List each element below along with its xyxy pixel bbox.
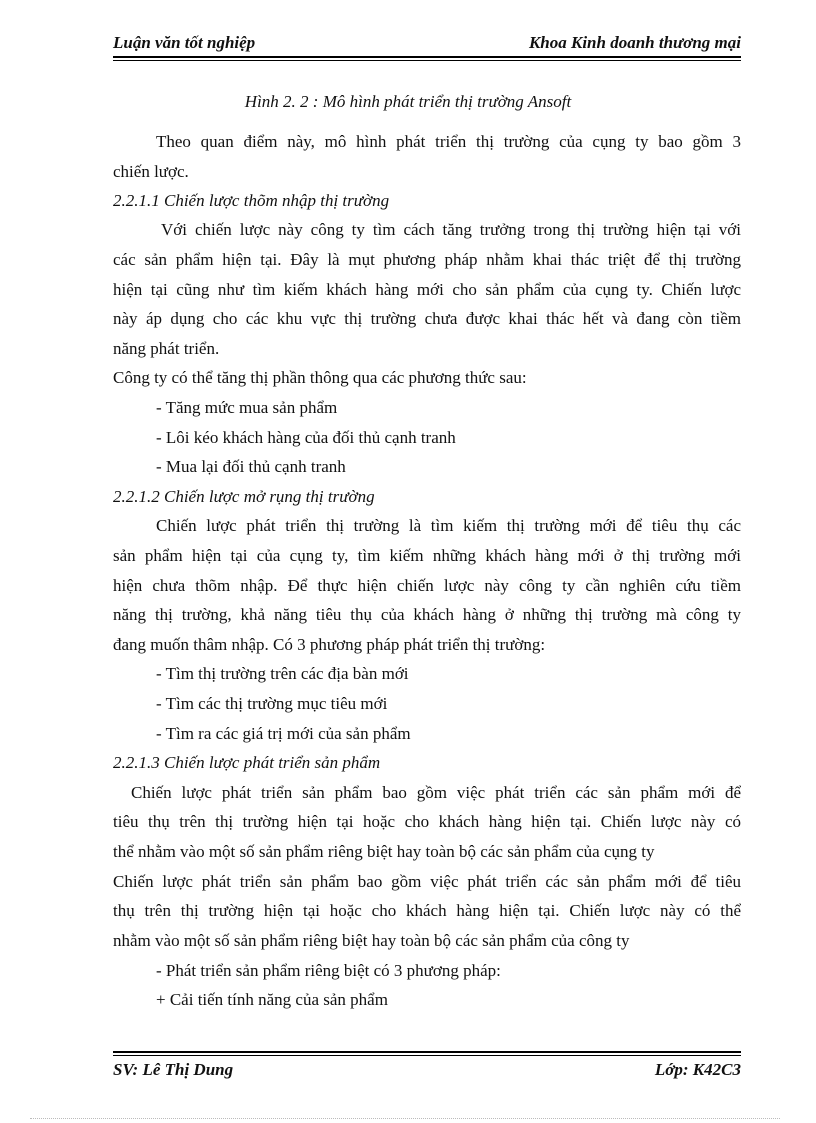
paragraph-line: Công ty có thể tăng thị phần thông qua các phương thức sau: xyxy=(113,368,527,387)
list-item: + Cải tiến tính năng của sản phẩm xyxy=(156,990,388,1009)
list-item: - Phát triển sản phẩm riêng biệt có 3 phương pháp: xyxy=(156,961,501,980)
paragraph-line: thụ trên thị trường hiện tại hoặc cho khách hàng hiện tại. Chiến lược này có thể xyxy=(113,901,741,920)
header-rule-thin xyxy=(113,60,741,61)
section-heading-2-2-1-2: 2.2.1.2 Chiến lược mở rụng thị trường xyxy=(113,487,375,506)
paragraph-line: này áp dụng cho các khu vực thị trường chưa được khai thác hết và đang còn tiềm xyxy=(113,309,741,328)
paragraph-line: Chiến lược phát triển sản phẩm bao gồm việc phát triển các sản phẩm mới để tiêu xyxy=(113,872,741,891)
section-heading-2-2-1-1: 2.2.1.1 Chiến lược thõm nhập thị trường xyxy=(113,191,390,210)
paragraph-line: tiêu thụ trên thị trường hiện tại hoặc cho khách hàng hiện tại. Chiến lược này có xyxy=(113,812,741,831)
paragraph-line: chiến lược. xyxy=(113,162,189,181)
section-heading-2-2-1-3: 2.2.1.3 Chiến lược phát triển sản phẩm xyxy=(113,753,381,772)
list-item: - Mua lại đối thủ cạnh tranh xyxy=(156,457,346,476)
header-right: Khoa Kinh doanh thương mại xyxy=(528,33,741,52)
paragraph-line: năng phát triển. xyxy=(113,339,220,358)
footer-right: Lớp: K42C3 xyxy=(654,1060,741,1079)
paragraph-line: Theo quan điểm này, mô hình phát triển thị trường của cụng ty bao gồm 3 xyxy=(156,132,741,151)
header-left: Luận văn tốt nghiệp xyxy=(113,33,256,52)
list-item: - Tăng mức mua sản phẩm xyxy=(156,398,338,417)
header-rule xyxy=(113,56,741,58)
paragraph-line: Chiến lược phát triển sản phẩm bao gồm việc phát triển các sản phẩm mới để xyxy=(131,783,741,802)
list-item: - Tìm ra các giá trị mới của sản phẩm xyxy=(156,724,411,743)
paragraph-line: thể nhằm vào một số sản phẩm riêng biệt hay toàn bộ các sản phẩm của cụng ty xyxy=(113,842,655,861)
paragraph-line: các sản phẩm hiện tại. Đây là mụt phương pháp nhằm khai thác triệt để thị trường xyxy=(113,250,741,269)
footer-rule-thin xyxy=(113,1055,741,1056)
list-item: - Tìm thị trường trên các địa bàn mới xyxy=(156,664,409,683)
page-edge-divider xyxy=(30,1118,780,1119)
list-item: - Lôi kéo khách hàng của đối thủ cạnh tranh xyxy=(156,428,456,447)
list-item: - Tìm các thị trường mục tiêu mới xyxy=(156,694,388,713)
paragraph-line: Chiến lược phát triển thị trường là tìm kiếm thị trường mới để tiêu thụ các xyxy=(156,516,741,535)
paragraph-line: hiện tại cũng như tìm kiếm khách hàng mới cho sản phẩm của cụng ty. Chiến lược xyxy=(113,280,741,299)
paragraph-line: năng thị trường, khả năng tiêu thụ của khách hàng ở những thị trường mà công ty xyxy=(113,605,741,624)
paragraph-line: Với chiến lược này công ty tìm cách tăng trưởng trong thị trường hiện tại với xyxy=(161,220,741,239)
paragraph-line: nhằm vào một số sản phẩm riêng biệt hay toàn bộ các sản phẩm của công ty xyxy=(113,931,630,950)
page-header xyxy=(113,33,741,53)
page-footer xyxy=(113,1060,741,1080)
footer-left: SV: Lê Thị Dung xyxy=(113,1060,234,1079)
figure-caption: Hình 2. 2 : Mô hình phát triển thị trường Ansoft xyxy=(244,92,572,111)
footer-rule xyxy=(113,1051,741,1053)
paragraph-line: sản phẩm hiện tại của cụng ty, tìm kiếm những khách hàng mới ở thị trường mới xyxy=(113,546,741,565)
paragraph-line: đang muốn thâm nhập. Có 3 phương pháp phát triển thị trường: xyxy=(113,635,546,654)
paragraph-line: hiện chưa thõm nhập. Để thực hiện chiến lược này công ty cần nghiên cứu tiềm xyxy=(113,576,741,595)
